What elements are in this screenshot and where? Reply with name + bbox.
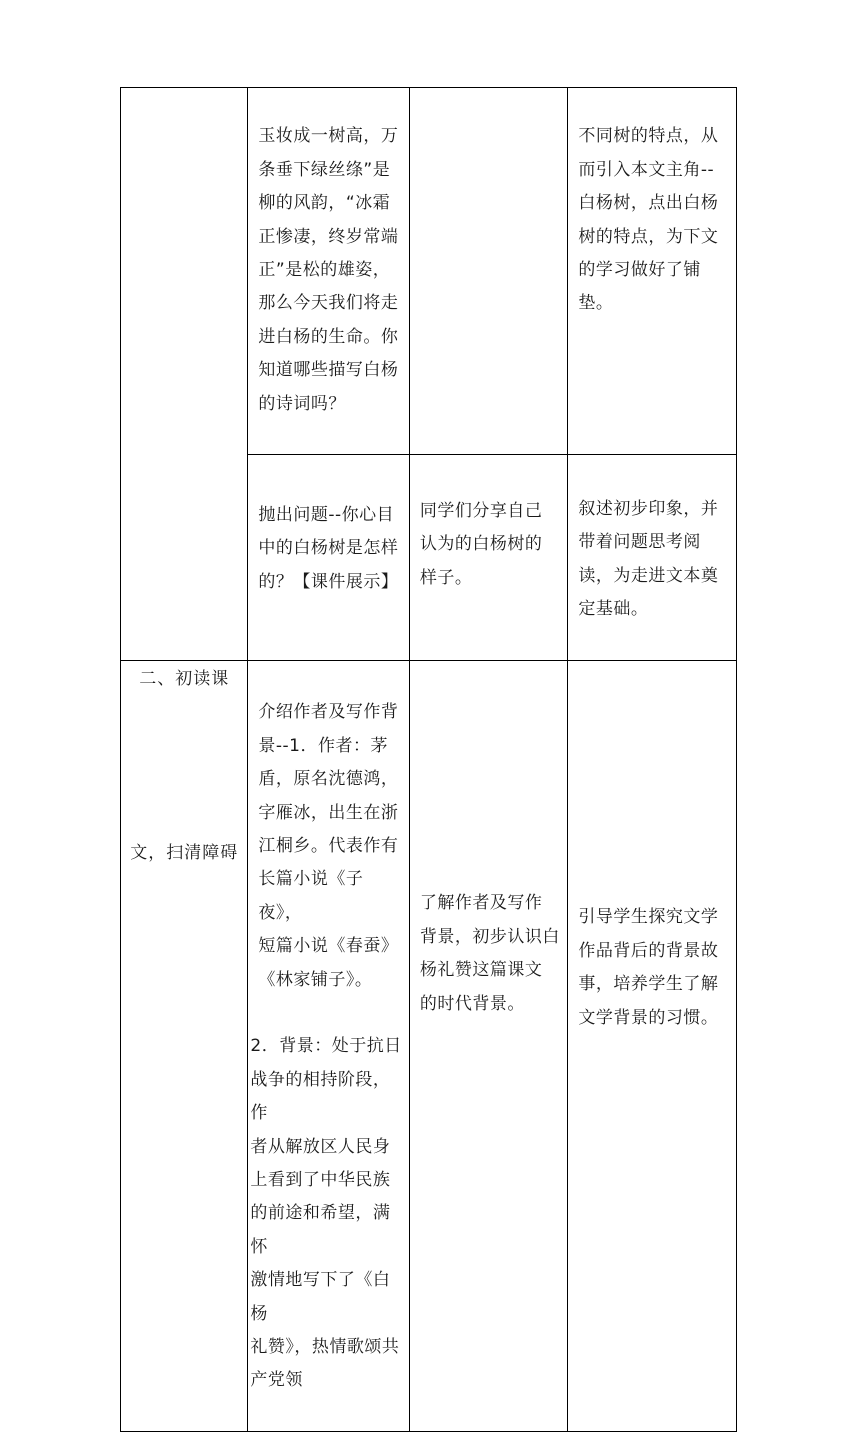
teacher-activity-text: 抛出问题--你心目 中的白杨树是怎样 的？【课件展示】 bbox=[258, 504, 399, 592]
stage-cell bbox=[121, 88, 248, 661]
teacher-background-text: 2．背景：处于抗日 战争的相持阶段，作 者从解放区人民身 上看到了中华民族 的前途和希望，满怀 激情地写下了《白杨 礼赞》，热情歌颂共 产党领 bbox=[250, 1036, 402, 1391]
stage-cell bbox=[121, 660, 248, 1431]
teacher-activity-cell bbox=[248, 455, 410, 660]
stage-title-line1: 二、初读课 bbox=[139, 668, 230, 689]
student-activity-cell bbox=[409, 660, 568, 1431]
table-row bbox=[121, 660, 737, 1431]
teacher-activity-cell bbox=[248, 88, 410, 455]
teacher-intro-text: 介绍作者及写作背 景--1．作者：茅 盾，原名沈德鸿， 字雁冰，出生在浙 江桐乡。代表作有 长篇小说《子夜》， 短篇小说《春蚕》 《林家铺子》。 bbox=[258, 702, 399, 990]
student-activity-cell bbox=[409, 88, 568, 455]
design-intent-cell bbox=[568, 660, 737, 1431]
student-activity-text: 了解作者及写作 背景，初步认识白 杨礼赞这篇课文 的时代背景。 bbox=[419, 893, 560, 1014]
design-intent-text: 引导学生探究文学 作品背后的背景故 事，培养学生了解 文学背景的习惯。 bbox=[578, 907, 719, 1028]
student-activity-cell bbox=[409, 455, 568, 660]
teacher-activity-text: 玉妆成一树高，万 条垂下绿丝绦”是 柳的风韵，“冰霜 正惨凄，终岁常端 正”是松的雄姿， 那么今天我们将走 进白杨的生命。你 知道哪些描写白杨 的诗词吗？ bbox=[258, 126, 399, 414]
student-activity-text: 同学们分享自己 认为的白杨树的 样子。 bbox=[419, 500, 543, 588]
design-intent-text: 不同树的特点，从 而引入本文主角-- 白杨树，点出白杨 树的特点，为下文 的学习做好了铺 垫。 bbox=[578, 126, 719, 314]
lesson-plan-table bbox=[120, 87, 737, 1432]
design-intent-cell bbox=[568, 455, 737, 660]
design-intent-text: 叙述初步印象，并 带着问题思考阅 读，为走进文本奠 定基础。 bbox=[578, 498, 719, 620]
teacher-activity-cell bbox=[248, 660, 410, 1431]
design-intent-cell bbox=[568, 88, 737, 455]
table-row bbox=[121, 88, 737, 455]
stage-title-line2: 文，扫清障碍 bbox=[130, 842, 239, 863]
